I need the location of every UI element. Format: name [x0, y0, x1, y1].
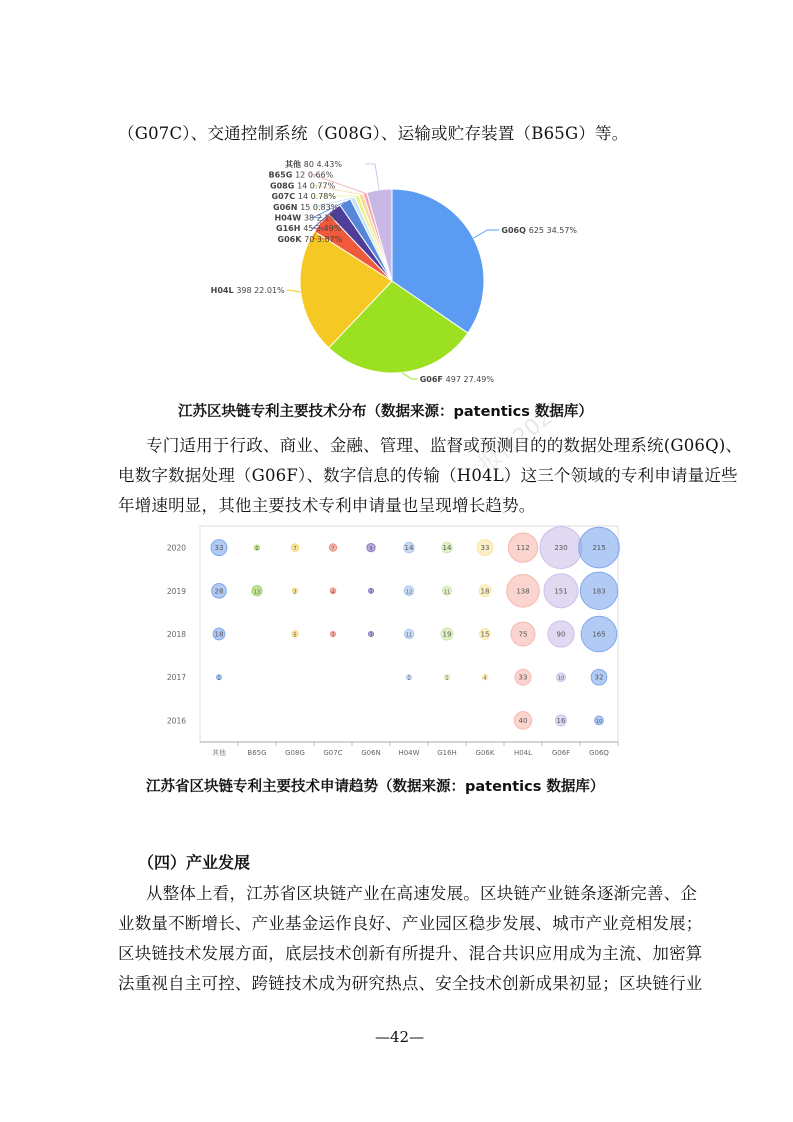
bubble-label: 18 [214, 630, 224, 639]
pie-label-g07c: G07C 14 0.78% [271, 192, 336, 202]
pie-label-g06n: G06N 15 0.83% [273, 202, 339, 212]
bubble-label: 9 [369, 546, 373, 553]
x-tick-label: B65G [247, 749, 267, 757]
pie-chart [195, 152, 615, 392]
bubble-label: 7 [331, 546, 335, 553]
bubble-label: 1 [255, 546, 259, 553]
x-tick-label: H04L [513, 749, 533, 757]
x-tick-label: G08G [285, 749, 305, 757]
bubble-label: 230 [554, 544, 568, 553]
pie-label-g06f: G06F 497 27.49% [419, 375, 495, 384]
pie-leader-h04l [287, 290, 301, 292]
bubble-label: 33 [214, 544, 224, 553]
pie-leader-g06q [473, 230, 499, 238]
page-number: —42— [375, 1028, 425, 1046]
pie-chart-svg [195, 152, 615, 392]
x-tick-label: H04W [398, 749, 420, 757]
bubble-label: 11 [405, 632, 413, 639]
x-tick-label: G06K [475, 749, 495, 757]
pie-label-g16h: G16H 45 2.49% [276, 224, 342, 234]
bubble-label: 112 [516, 544, 530, 553]
bubble-label: 14 [404, 544, 414, 553]
x-tick-label: G06N [361, 749, 381, 757]
y-tick-label: 2019 [166, 586, 186, 596]
pie-label-h04w: H04W 38 2.1% [274, 213, 337, 223]
bubble-label: 18 [480, 587, 490, 596]
pie-label-其他: 其他 80 4.43% [285, 160, 342, 169]
paragraph2-line-2: 业数量不断增长、产业基金运作良好、产业园区稳步发展、城市产业竞相发展； [118, 914, 703, 933]
x-tick-label: G06F [551, 749, 571, 757]
bubble-label: 11 [443, 589, 451, 596]
bubble-label: 16 [556, 716, 566, 725]
bubble-label: 3 [369, 589, 373, 596]
x-tick-label: G06Q [589, 749, 609, 757]
paragraph1-line-2: 电数字数据处理（G06F）、数字信息的传输（H04L）这三个领域的专利申请量近些 [118, 466, 738, 485]
bubble-label: 183 [592, 587, 606, 596]
watermark: 报告2020 [474, 396, 569, 478]
pie-leader-g06f [402, 372, 418, 379]
bubble-label: 5 [293, 632, 297, 639]
bubble-chart [160, 522, 630, 762]
bubble-label: 151 [554, 587, 568, 596]
bubble-label: 13 [253, 589, 261, 596]
bubble-label: 10 [557, 675, 565, 682]
bubble-label: 32 [594, 673, 604, 682]
intro-line: （G07C）、交通控制系统（G08G）、运输或贮存装置（B65G）等。 [118, 124, 629, 143]
bubble-label: 40 [518, 716, 528, 725]
bubble-label: 14 [442, 544, 452, 553]
bubble-label: 1 [445, 675, 449, 682]
x-tick-label: G07C [323, 749, 343, 757]
bubble-label: 4 [483, 675, 487, 682]
bubble-label: 19 [442, 630, 452, 639]
y-tick-label: 2020 [166, 543, 186, 553]
pie-label-h04l: H04L 398 22.01% [210, 286, 285, 295]
x-tick-label: 其他 [212, 749, 226, 757]
section-heading: （四）产业发展 [138, 853, 251, 872]
bubble-label: 165 [592, 630, 606, 639]
paragraph2-line-1: 从整体上看，江苏省区块链产业在高速发展。区块链产业链条逐渐完善、企 [146, 884, 698, 903]
paragraph1-line-3: 年增速明显，其他主要技术专利申请量也呈现增长趋势。 [118, 496, 536, 515]
bubble-label: 90 [556, 630, 566, 639]
y-tick-label: 2018 [166, 630, 186, 639]
bubble-label: 3 [331, 632, 335, 639]
pie-leader-其他 [365, 164, 379, 190]
pie-chart-caption: 江苏区块链专利主要技术分布（数据来源：patentics 数据库） [178, 404, 593, 420]
bubble-label: 75 [518, 630, 528, 639]
bubble-label: 7 [293, 546, 297, 553]
bubble-label: 28 [214, 587, 224, 596]
bubble-label: 10 [595, 718, 603, 725]
pie-label-g06q: G06Q 625 34.57% [501, 226, 578, 235]
bubble-label: 1 [217, 675, 221, 682]
bubble-label: 4 [331, 589, 335, 596]
y-tick-label: 2017 [166, 673, 186, 683]
bubble-label: 138 [516, 587, 530, 596]
bubble-chart-caption: 江苏省区块链专利主要技术申请趋势（数据来源：patentics 数据库） [146, 779, 605, 795]
paragraph2-line-4: 法重视自主可控、跨链技术成为研究热点、安全技术创新成果初显；区块链行业 [118, 974, 703, 993]
pie-label-b65g: B65G 12 0.66% [268, 170, 334, 180]
bubble-label: 2 [293, 589, 297, 596]
pie-label-g06k: G06K 70 3.87% [277, 234, 343, 244]
y-tick-label: 2016 [166, 716, 186, 726]
bubble-label: 12 [405, 589, 413, 596]
bubble-label: 3 [369, 632, 373, 639]
bubble-label: 15 [480, 630, 490, 639]
paragraph1-line-1: 专门适用于行政、商业、金融、管理、监督或预测目的的数据处理系统(G06Q)、 [146, 436, 743, 455]
bubble-chart-svg [160, 522, 630, 762]
pie-label-g08g: G08G 14 0.77% [270, 181, 336, 191]
bubble-label: 215 [592, 544, 606, 553]
bubble-label: 33 [480, 544, 490, 553]
paragraph2-line-3: 区块链技术发展方面，底层技术创新有所提升、混合共识应用成为主流、加密算 [118, 944, 703, 963]
x-tick-label: G16H [437, 749, 457, 757]
bubble-label: 1 [407, 675, 411, 682]
bubble-label: 33 [518, 673, 528, 682]
